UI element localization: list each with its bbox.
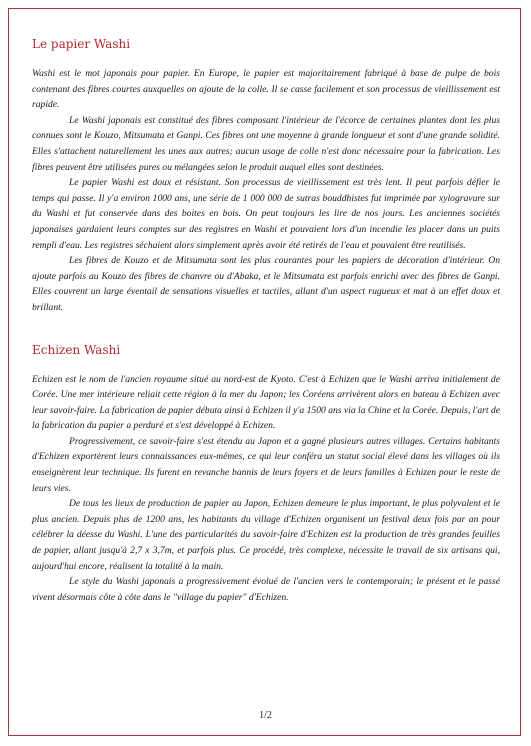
section-title-echizen: Echizen Washi — [32, 342, 121, 357]
document-content — [32, 36, 500, 605]
paragraph: Progressivement, ce savoir-faire s'est étendu au Japon et a gagné plusieurs autres villages. Certains habitants d'Echizen exportèrent leurs connaissances eux-mêmes, ce qui leur conféra un statut social élevé dans les villages où ils enseignèrent leur technique. Ils furent en revanche bannis de leurs foyers et de leurs familles à Echizen pour le reste de leurs vies. — [32, 435, 500, 494]
paragraph: Washi est le mot japonais pour papier. En Europe, le papier est majoritairement fabriqué à base de pulpe de bois contenant des fibres courtes auxquelles on ajoute de la colle. Il se casse facilement et son processus de vieillissement est rapide. — [32, 68, 500, 111]
paragraph: Le Washi japonais est constitué des fibres composant l'intérieur de l'écorce de certaines plantes dont les plus connues sont le Kouzo, Mitsumata et Ganpi. Ces fibres ont une moyenne à grande longueur et sont d'une grande solidité. Elles s'attachent naturellement les unes aux autres; aucun usage de colle n'est donc nécessaire pour la fabrication. Les fibres peuvent être utilisées pures ou mélangées selon le produit auquel elles sont destinées. — [32, 114, 500, 173]
page-number: 1/2 — [259, 710, 272, 721]
paragraph: Echizen est le nom de l'ancien royaume situé au nord-est de Kyoto. C'est à Echizen que le Washi arriva initialement de Corée. Une mer intérieure reliait cette région à la mer du Japon; les Coréens arrivèrent alors en bateau à Echizen avec leur savoir-faire. La fabrication de papier débuta ainsi à Echizen il y'a 1500 ans via la Chine et la Corée. Depuis, l'art de la fabrication du papier a perduré et s'est développé à Echizen. — [32, 373, 501, 432]
section-title-washi: Le papier Washi — [32, 37, 131, 51]
paragraph: De tous les lieux de production de papier au Japon, Echizen demeure le plus important, le plus polyvalent et le plus ancien. Depuis plus de 1200 ans, les habitants du village d'Echizen organisent un festival deux fois par an pour célébrer la déesse du Washi. L'une des particularités du savoir-faire d'Echizen est la production de très grandes feuilles de papier, allant jusqu'à 2,7 x 3,7m, et parfois plus. Ce procédé, très complexe, nécessite le travail de six artisans qui, aujourd'hui encore, réalisent la totalité à la main. — [32, 498, 500, 572]
paragraph: Les fibres de Kouzo et de Mitsumata sont les plus courantes pour les papiers de décoration d'intérieur. On ajoute parfois au Kouzo des fibres de chanvre ou d'Abaka, et le Mitsumata est parfois enrichi avec des fibres de Ganpi. Elles couvrent un large éventail de sensations visuelles et tactiles, allant d'un aspect rugueux et mat à un effet doux et brillant. — [32, 255, 500, 313]
paragraph: Le style du Washi japonais a progressivement évolué de l'ancien vers le contemporain; le présent et le passé vivent désormais côte à côte dans le "village du papier" d'Echizen. — [32, 576, 500, 603]
paragraph: Le papier Washi est doux et résistant. Son processus de vieillissement est très lent. Il peut parfois défier le temps qui passe. Il y'a environ 1000 ans, une série de 1 000 000 de sutras bouddhistes fut imprimée par xylogravure sur du Washi et fut conservée dans des boites en bois. On peut toujours les lire de nos jours. Les anciennes sociétés japonaises gardaient leurs comptes sur des registres en Washi et pouvaient lors d'un incendie les placer dans un puits rempli d'eau. Les registres séchaient alors simplement après avoir été retirés de l'eau et pouvaient être reutilisés. — [32, 177, 500, 251]
